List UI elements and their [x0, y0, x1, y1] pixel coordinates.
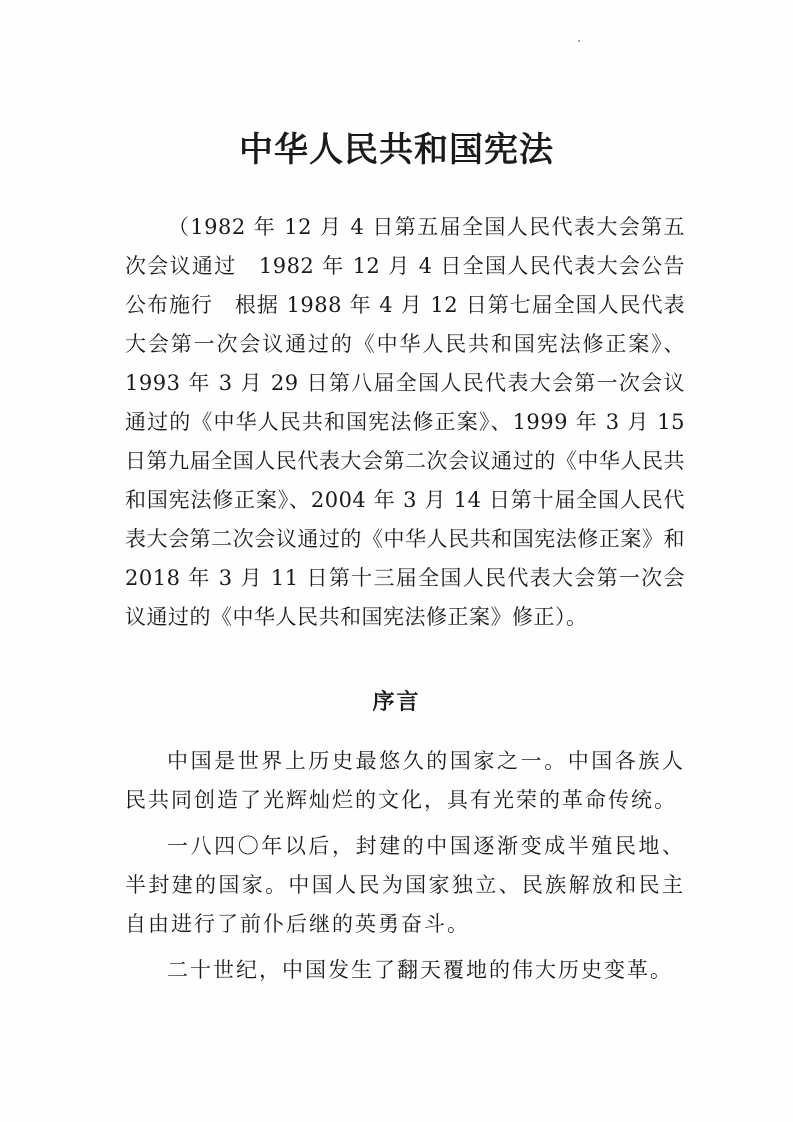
preamble-paragraph-1: 中国是世界上历史最悠久的国家之一。中国各族人民共同创造了光辉灿烂的文化，具有光荣的革命传统。 [125, 749, 685, 812]
preamble-heading: 序言 [372, 690, 421, 715]
document-title: 中华人民共和国宪法 [239, 130, 554, 170]
adoption-note-text: （1982 年 12 月 4 日第五届全国人民代表大会第五次会议通过 1982 年 12 月 4 日全国人民代表大会公告公布施行 根据 1988 年 4 月 12 日第七届全国人民代表大会第一次会议通过的《中华人民共和国宪法修正案》、1993 年 3 月 29 日第八届全国人民代表大会第一次会议通过的《中华人民共和国宪法修正案》、1999 年 3 月 15 日第九届全国人民代表大会第二次会议通过的《中华人民共和国宪法修正案》、2004 年 3 月 14 日第十届全国人民代表大会第二次会议通过的《中华人民共和国宪法修正案》和 2018 年 3 月 11 日第十三届全国人民代表大会第一次会议通过的《中华人民共和国宪法修正案》修正）。 [125, 215, 685, 629]
scan-speck [578, 40, 580, 42]
adoption-note [125, 208, 685, 637]
preamble-paragraph-2: 一八四〇年以后，封建的中国逐渐变成半殖民地、半封建的国家。中国人民为国家独立、民族解放和民主自由进行了前仆后继的英勇奋斗。 [125, 834, 685, 936]
preamble-paragraph-3: 二十世纪，中国发生了翻天覆地的伟大历史变革。 [167, 958, 673, 982]
